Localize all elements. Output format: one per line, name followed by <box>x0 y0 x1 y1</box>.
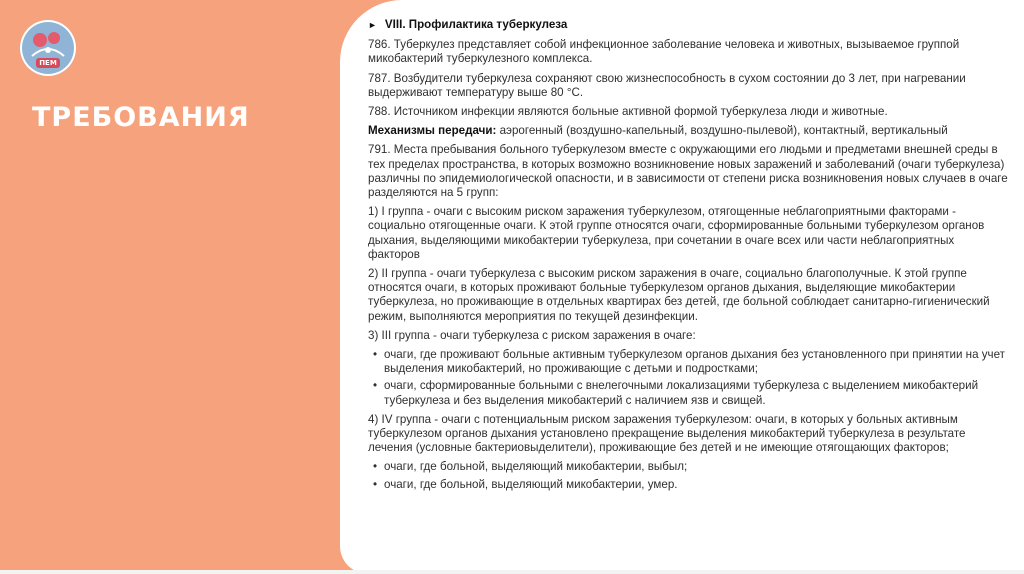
section-heading-text: VIII. Профилактика туберкулеза <box>384 18 568 31</box>
transmission-text: аэрогенный (воздушно-капельный, воздушно-пылевой), контактный, вертикальный <box>496 124 948 138</box>
paragraph-788: 788. Источником инфекции являются больные активной формой туберкулеза люди и животные. <box>368 105 888 119</box>
logo-text: ПЕМ <box>36 58 60 68</box>
group-4: 4) IV группа - очаги с потенциальным риском заражения туберкулезом: очаги, в которых у больных активным туберкулезом органов дыхания установлено прекращение выделения микобактерий туберкулеза в результате лечения (условные бактериовыделители), проживающие без детей и не имеющие отягощающих факторов; <box>368 412 966 455</box>
list-item: • очаги, где проживают больные активным туберкулезом органов дыхания без установленного при принятии на учет выделения микобактерий, но проживающие с детьми и подростками; <box>373 348 1005 376</box>
group-4-list <box>368 460 1008 491</box>
bullet-dot-icon: • <box>373 477 378 491</box>
logo <box>20 20 76 76</box>
group-3: 3) III группа - очаги туберкулеза с риском заражения в очаге: <box>368 328 696 342</box>
slide-title: ТРЕБОВАНИЯ <box>32 102 250 133</box>
transmission-label: Механизмы передачи: <box>368 124 497 138</box>
document-content <box>368 18 1008 497</box>
list-item: • очаги, где больной, выделяющий микобактерии, выбыл; <box>373 460 688 474</box>
paragraph-791: 791. Места пребывания больного туберкулезом вместе с окружающими его людьми и предметами внешней среды в тех пределах пространства, в которых возможно возникновение новых заражений и заболеваний (очаги туберкулеза) различны по эпидемиологической опасности, и в зависимости от степени риска возникновения новых случаев в очаге разделяются на 5 групп: <box>368 143 1008 200</box>
section-heading <box>368 18 1008 32</box>
paragraph-786: 786. Туберкулез представляет собой инфекционное заболевание человека и животных, вызываемое группой микобактерий туберкулезного комплекса. <box>368 38 960 66</box>
group-1: 1) I группа - очаги с высоким риском заражения туберкулезом, отягощенные неблагоприятными факторами - социально отягощенные очаги. К этой группе относятся очаги, сформированные больными туберкулезом органов дыхания, выделяющими микобактерии туберкулеза, при сочетании в очаге всех или части неблагоприятных факторов <box>368 205 985 261</box>
paragraph-transmission <box>368 124 1008 138</box>
group-2: 2) II группа - очаги туберкулеза с высоким риском заражения в очаге, социально благополучные. К этой группе относятся очаги, в которых проживают больные туберкулезом органов дыхания, выделяющие микобактерии туберкулеза, но проживающие в отдельных квартирах без детей, где больной соблюдает санитарно-гигиенический режим, выполняются мероприятия по текущей дезинфекции. <box>368 267 990 323</box>
list-item: • очаги, где больной, выделяющий микобактерии, умер. <box>373 477 678 491</box>
paragraph-787: 787. Возбудители туберкулеза сохраняют свою жизнеспособность в сухом состоянии до 3 лет, при нагревании выдерживают температуру выше 80 °С. <box>368 71 966 99</box>
bullet-dot-icon: • <box>373 379 378 393</box>
bullet-arrow-icon: ► <box>368 20 377 30</box>
list-item: • очаги, сформированные больными с внелегочными локализациями туберкулеза с выделением микобактерий туберкулеза и без выделения микобактерий с наличием язв и свищей. <box>373 379 979 407</box>
group-3-list <box>368 348 1008 408</box>
bullet-dot-icon: • <box>373 348 378 362</box>
bottom-strip <box>0 570 1024 574</box>
content-panel <box>340 0 1024 574</box>
bullet-dot-icon: • <box>373 460 378 474</box>
